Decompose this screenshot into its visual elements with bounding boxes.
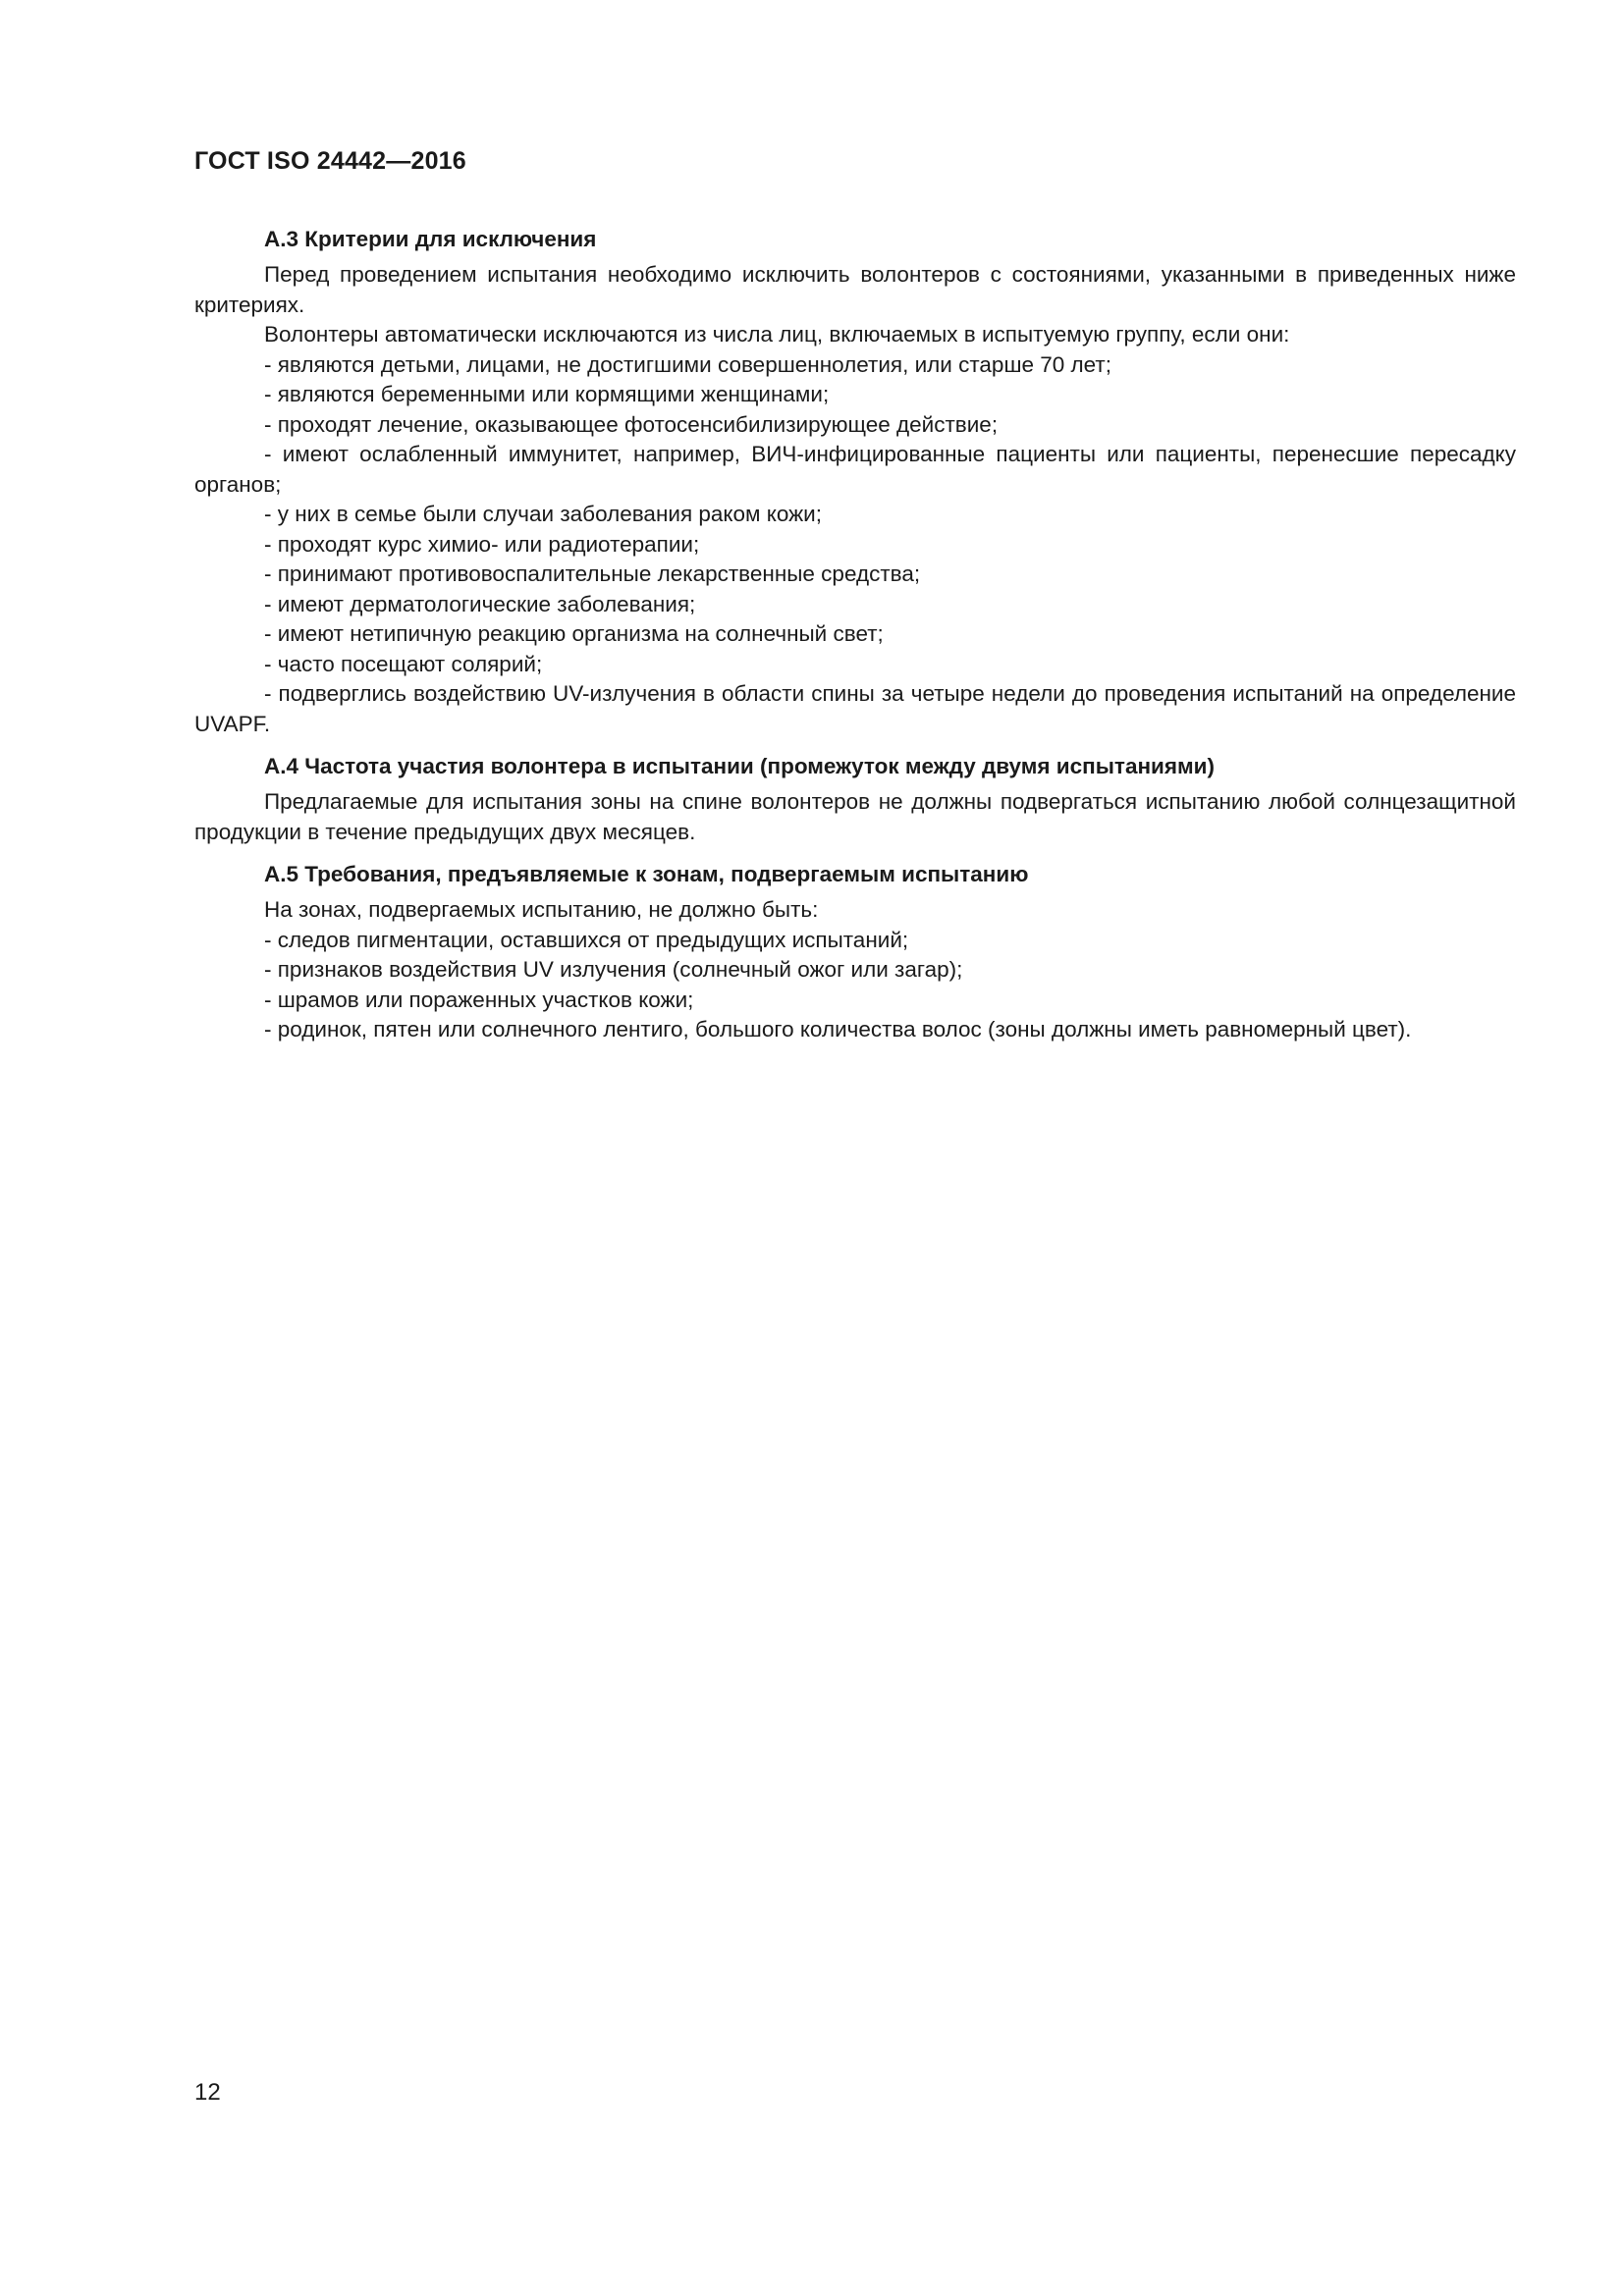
list-item: - имеют нетипичную реакцию организма на солнечный свет;: [264, 621, 884, 646]
list-item: - являются детьми, лицами, не достигшими совершеннолетия, или старше 70 лет;: [264, 351, 1111, 377]
list-item: - являются беременными или кормящими женщинами;: [264, 382, 830, 406]
section-title: A.5 Требования, предъявляемые к зонам, подвергаемым испытанию: [264, 862, 1029, 886]
document-body: [194, 224, 1516, 1045]
list-item: - проходят курс химио- или радиотерапии;: [264, 531, 700, 557]
list-item: - принимают противовоспалительные лекарственные средства;: [264, 561, 921, 586]
list-item: - проходят лечение, оказывающее фотосенсибилизирующее действие;: [264, 411, 999, 437]
list-item: - у них в семье были случаи заболевания раком кожи;: [264, 502, 822, 526]
paragraph: Волонтеры автоматически исключаются из числа лиц, включаемых в испытуемую группу, если они:: [264, 322, 1290, 347]
paragraph: На зонах, подвергаемых испытанию, не должно быть:: [264, 897, 819, 922]
list-item: - следов пигментации, оставшихся от предыдущих испытаний;: [264, 927, 909, 952]
list-item: - подверглись воздействию UV-излучения в области спины за четыре недели до проведения испытаний на определение UVAPF.: [194, 681, 1516, 736]
section-a3: [194, 224, 1516, 739]
paragraph: Предлагаемые для испытания зоны на спине волонтеров не должны подвергаться испытанию любой солнцезащитной продукции в течение предыдущих двух месяцев.: [194, 789, 1516, 844]
list-item: - шрамов или пораженных участков кожи;: [264, 987, 694, 1012]
section-a4: [194, 751, 1516, 847]
list-item: - имеют дерматологические заболевания;: [264, 591, 696, 616]
section-title: A.4 Частота участия волонтера в испытании (промежуток между двумя испытаниями): [264, 754, 1215, 778]
standard-id-header: ГОСТ ISO 24442—2016: [194, 147, 466, 175]
paragraph: Перед проведением испытания необходимо исключить волонтеров с состояниями, указанными в приведенных ниже критериях.: [194, 262, 1516, 317]
list-item: - признаков воздействия UV излучения (солнечный ожог или загар);: [264, 957, 963, 982]
list-item: - часто посещают солярий;: [264, 651, 543, 676]
section-a5: [194, 859, 1516, 1045]
page-number: 12: [194, 2079, 221, 2106]
list-item: - родинок, пятен или солнечного лентиго, большого количества волос (зоны должны иметь равномерный цвет).: [264, 1017, 1412, 1041]
list-item: - имеют ослабленный иммунитет, например, ВИЧ-инфицированные пациенты или пациенты, перенесшие пересадку органов;: [194, 442, 1516, 497]
section-title: A.3 Критерии для исключения: [264, 227, 597, 251]
